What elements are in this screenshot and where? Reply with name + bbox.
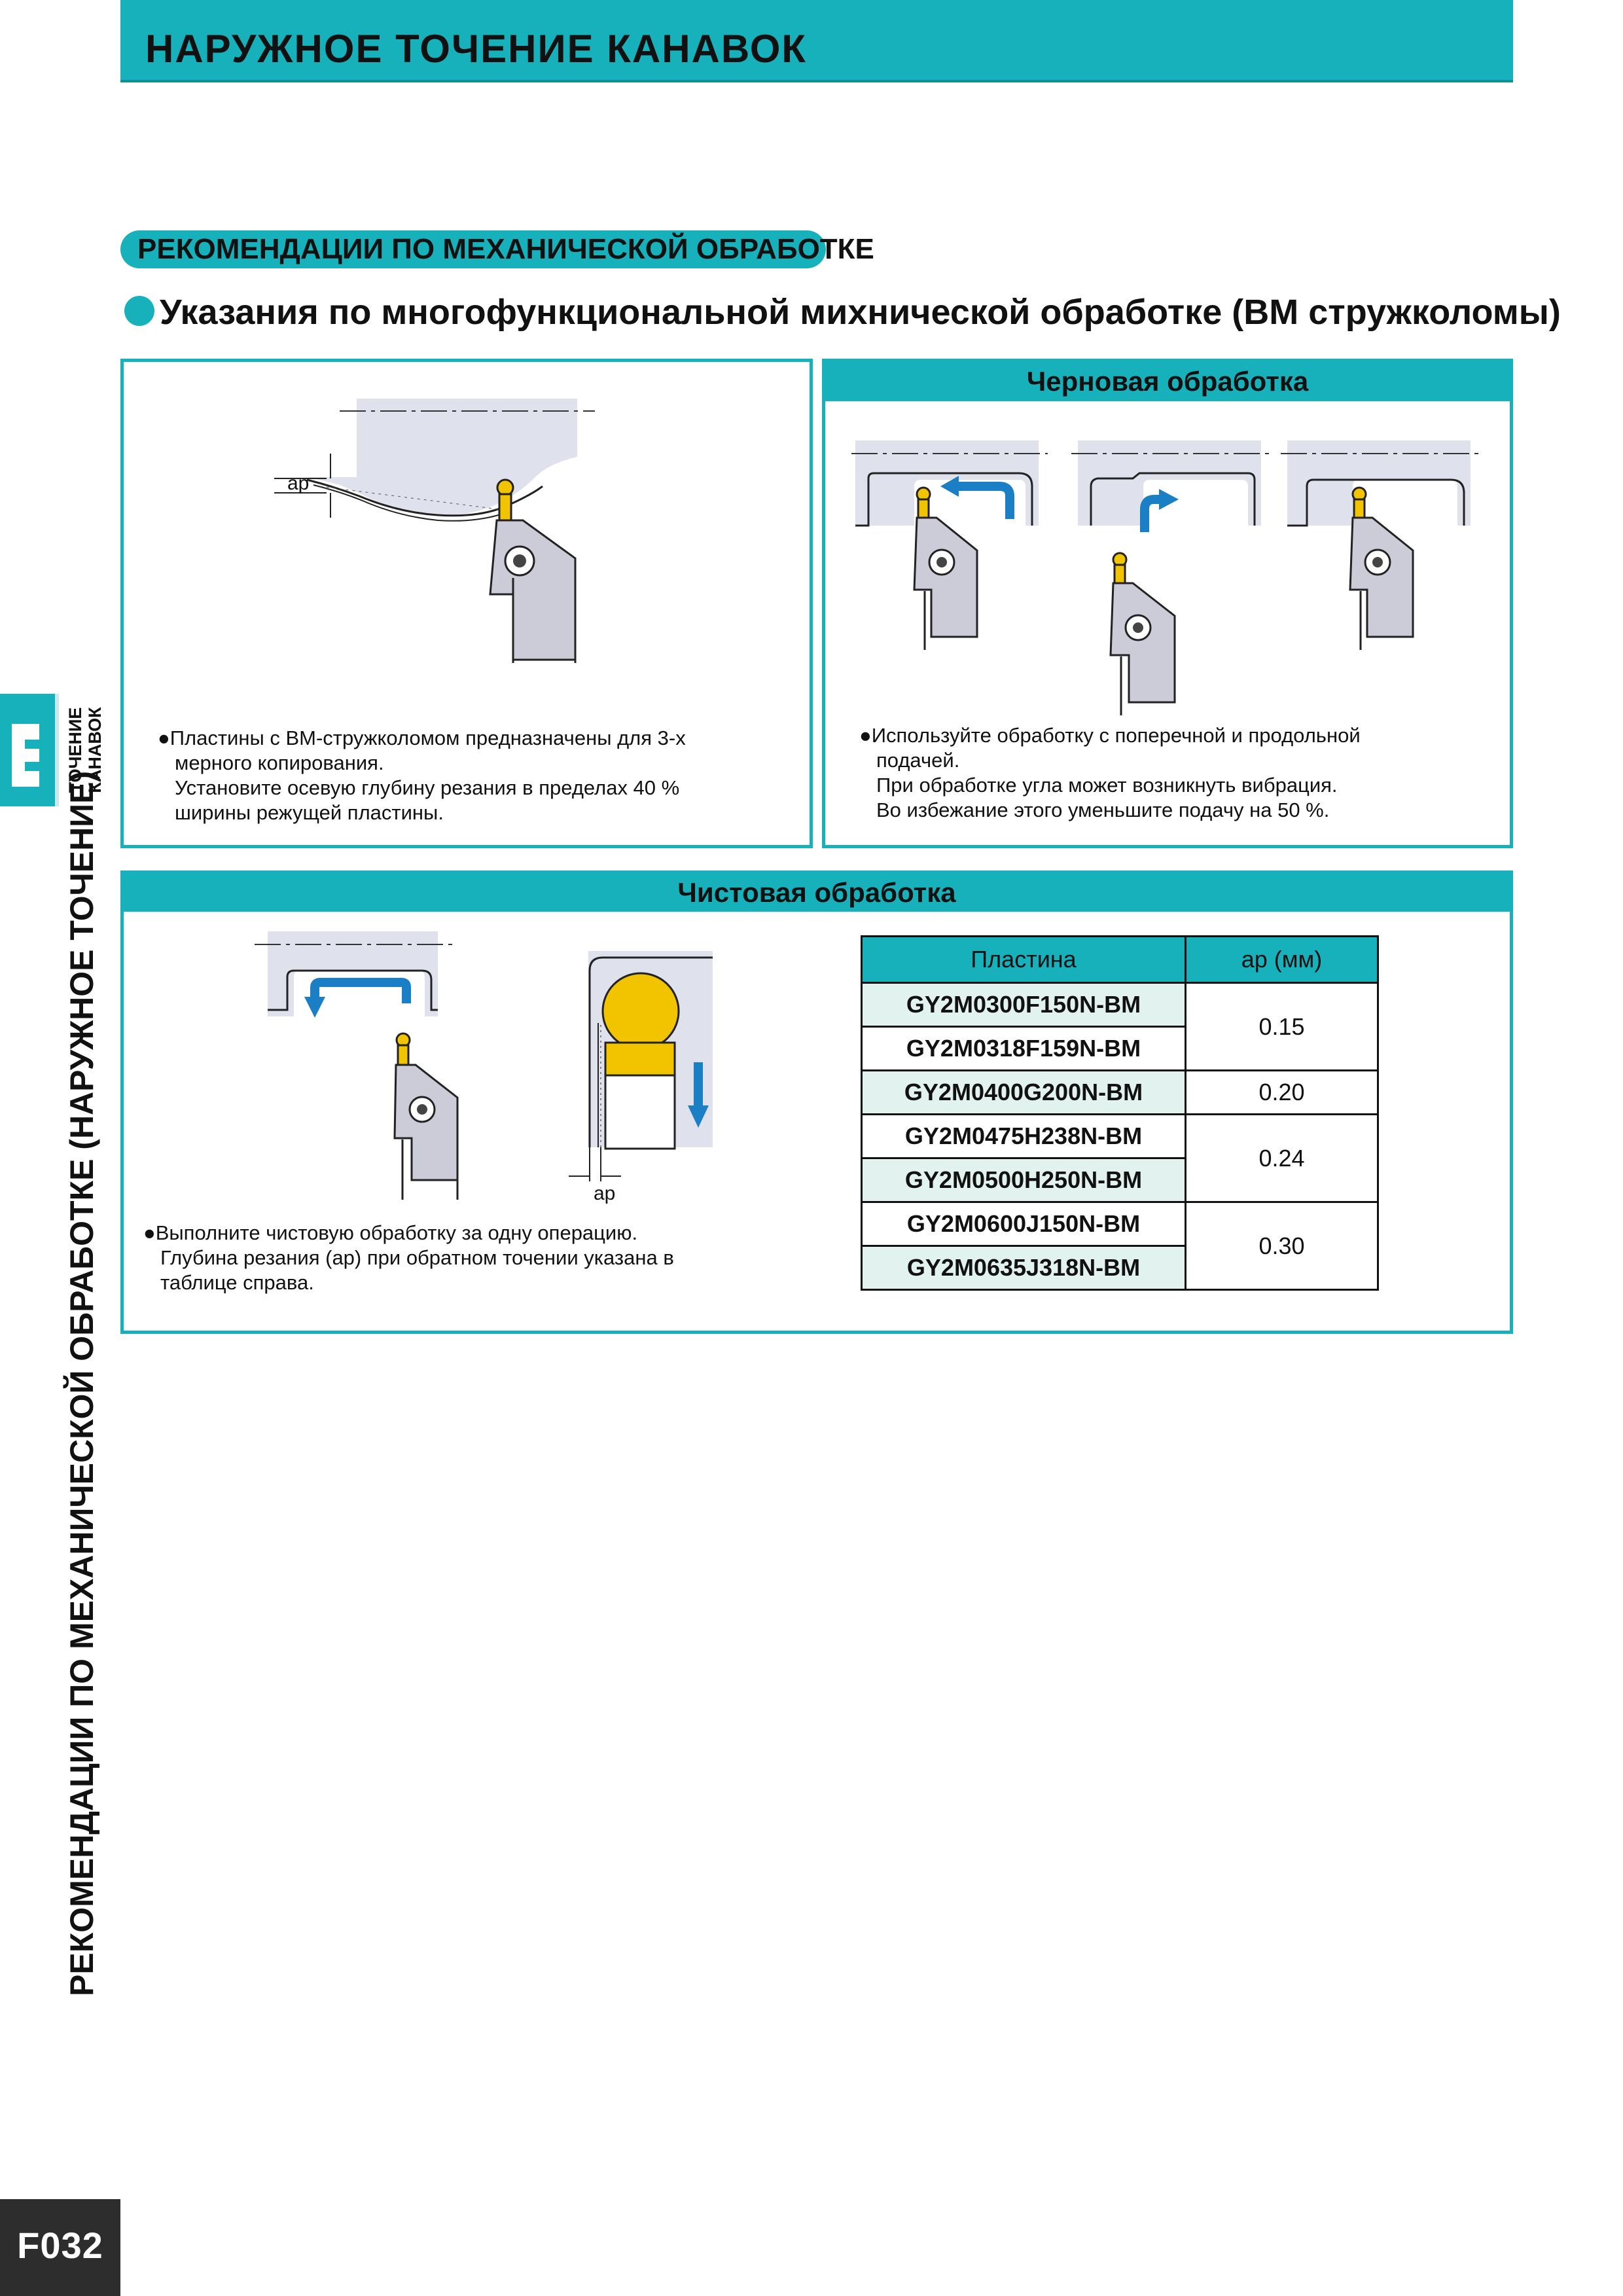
copy-notes (158, 726, 686, 825)
table-header-insert: Пластина (862, 937, 1186, 983)
insert-body (499, 494, 511, 520)
finishing-diagram (124, 912, 713, 1226)
roughing-diagram (825, 401, 1510, 728)
insert-cell: GY2M0400G200N-BM (862, 1071, 1186, 1115)
round-insert (603, 973, 679, 1049)
note-line: мерного копирования. (175, 751, 384, 774)
insert-tip (497, 480, 513, 495)
insert-cell: GY2M0300F150N-BM (862, 983, 1186, 1027)
note-line: ●Пластины с BM-стружколомом предназначены для 3-х (158, 726, 686, 749)
table-row (862, 983, 1378, 1027)
note-line: ●Выполните чистовую обработку за одну операцию. (143, 1221, 638, 1244)
ap-cell: 0.24 (1186, 1115, 1378, 1202)
note-line: При обработке угла может возникнуть вибрация. (876, 774, 1338, 797)
note-line: таблице справа. (160, 1271, 314, 1294)
roughing-title: Черновая обработка (825, 362, 1510, 401)
insert-cell: GY2M0635J318N-BM (862, 1246, 1186, 1290)
ap-label: ap (287, 473, 310, 494)
tool-holder (490, 520, 575, 660)
rough-step-1 (851, 440, 1048, 650)
sidebar-tab-line: КАНАВОК (85, 707, 105, 793)
insert-cell: GY2M0600J150N-BM (862, 1202, 1186, 1246)
sidebar-vertical-title: РЕКОМЕНДАЦИИ ПО МЕХАНИЧЕСКОЙ ОБРАБОТКЕ (НАРУЖНОЕ ТОЧЕНИЕ) (63, 770, 100, 1996)
sidebar-tab-edge (55, 694, 59, 806)
note-line: подачей. (876, 749, 960, 772)
feed-arrow-icon (1159, 489, 1179, 510)
table-row (862, 1202, 1378, 1246)
grooving-icon (5, 720, 52, 792)
panel-finishing (120, 870, 1513, 1334)
page-title: НАРУЖНОЕ ТОЧЕНИЕ КАНАВОК (145, 27, 808, 71)
panel-copy (120, 359, 813, 848)
table-row (862, 1071, 1378, 1115)
rough-step-3 (1281, 440, 1480, 650)
copy-machining-diagram (124, 362, 810, 728)
ap-cell: 0.30 (1186, 1202, 1378, 1290)
header-underline (120, 80, 1513, 82)
table-header-ap: ap (мм) (1186, 937, 1378, 983)
insert-cell: GY2M0500H250N-BM (862, 1158, 1186, 1202)
sidebar-tab-line: ТОЧЕНИЕ (65, 707, 85, 793)
finishing-notes (143, 1221, 674, 1295)
insert-cell: GY2M0318F159N-BM (862, 1027, 1186, 1071)
note-line: ●Используйте обработку с поперечной и продольной (859, 724, 1361, 747)
workpiece-shape (307, 399, 577, 515)
ap-cell: 0.20 (1186, 1071, 1378, 1115)
ap-label: ap (594, 1183, 616, 1204)
insert-ap-table (861, 935, 1379, 1291)
note-line: ширины режущей пластины. (175, 801, 444, 824)
insert-cell: GY2M0475H238N-BM (862, 1115, 1186, 1158)
note-line: Во избежание этого уменьшите подачу на 50 %. (876, 798, 1330, 821)
note-line: Глубина резания (ap) при обратном точении указана в (160, 1246, 674, 1269)
finishing-title: Чистовая обработка (124, 874, 1510, 912)
note-line: Установите осевую глубину резания в пределах 40 % (175, 776, 680, 799)
feed-arrow-icon (304, 997, 325, 1018)
table-row (862, 1115, 1378, 1158)
page-number: F032 (17, 2225, 103, 2266)
section-label: РЕКОМЕНДАЦИИ ПО МЕХАНИЧЕСКОЙ ОБРАБОТКЕ (137, 233, 874, 265)
ap-cell: 0.15 (1186, 983, 1378, 1071)
bullet-dot-icon (124, 296, 154, 326)
panel-roughing (822, 359, 1513, 848)
rough-step-2 (1071, 440, 1270, 715)
subsection-title: Указания по многофункциональной михнической обработке (BM стружколомы) (160, 293, 1561, 332)
roughing-notes (859, 723, 1361, 823)
